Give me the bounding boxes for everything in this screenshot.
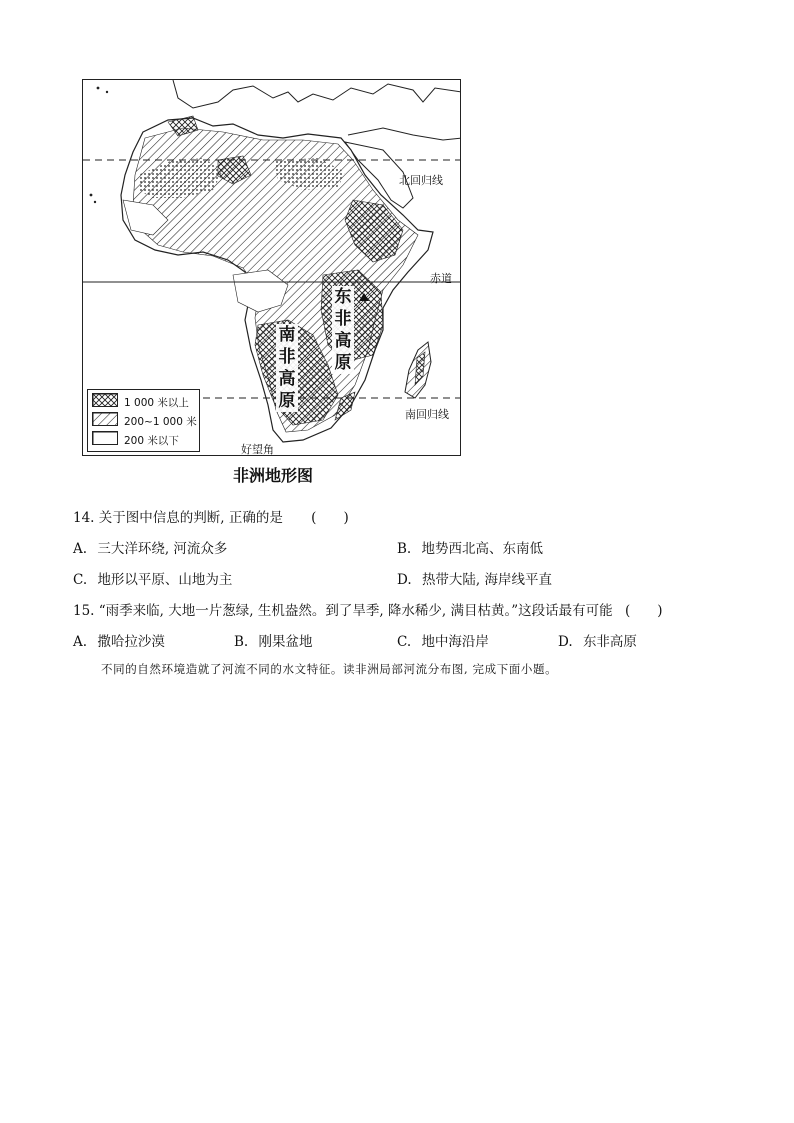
equator-label: 赤道 <box>430 272 452 285</box>
next-section-intro: 不同的自然环境造就了河流不同的水文特征。读非洲局部河流分布图, 完成下面小题。 <box>101 662 558 676</box>
tropic-of-capricorn-label: 南回归线 <box>405 408 449 421</box>
crosshatch-swatch <box>92 393 118 407</box>
q15-option-a[interactable]: A. 撒哈拉沙漠 <box>73 634 165 650</box>
answer-bracket: ( ) <box>311 510 349 526</box>
question-15 <box>73 599 663 619</box>
question-14 <box>73 506 349 526</box>
africa-terrain-map <box>82 79 461 456</box>
question-number: 15. <box>73 603 95 619</box>
east-africa-plateau-label: 东 非 高 原 <box>332 286 354 374</box>
map-legend: 1 000 米以上 200~1 000 米 200 米以下 <box>87 389 200 452</box>
q14-option-b[interactable]: B. 地势西北高、东南低 <box>397 541 544 557</box>
answer-bracket: ( ) <box>624 603 663 619</box>
question-number: 14. <box>73 510 95 526</box>
cape-of-good-hope-label: 好望角 <box>241 443 274 456</box>
q15-option-b[interactable]: B. 刚果盆地 <box>234 634 313 650</box>
q14-option-a[interactable]: A. 三大洋环绕, 河流众多 <box>73 541 228 557</box>
diagonal-swatch <box>92 412 118 426</box>
tropic-of-cancer-label: 北回归线 <box>399 174 443 187</box>
q15-option-d[interactable]: D. 东非高原 <box>558 634 637 650</box>
europe-coast <box>173 80 461 108</box>
south-africa-plateau-label: 南 非 高 原 <box>276 324 298 412</box>
question-text: 关于图中信息的判断, 正确的是 <box>98 510 283 526</box>
map-caption: 非洲地形图 <box>233 466 314 485</box>
q14-option-c[interactable]: C. 地形以平原、山地为主 <box>73 572 233 588</box>
blank-swatch <box>92 431 118 445</box>
q14-option-d[interactable]: D. 热带大陆, 海岸线平直 <box>397 572 553 588</box>
middle-east-coast <box>348 128 461 140</box>
question-text: “雨季来临, 大地一片葱绿, 生机盎然。到了旱季, 降水稀少, 满目枯黄。”这段话最有可能 <box>98 603 613 619</box>
q15-option-c[interactable]: C. 地中海沿岸 <box>397 634 489 650</box>
